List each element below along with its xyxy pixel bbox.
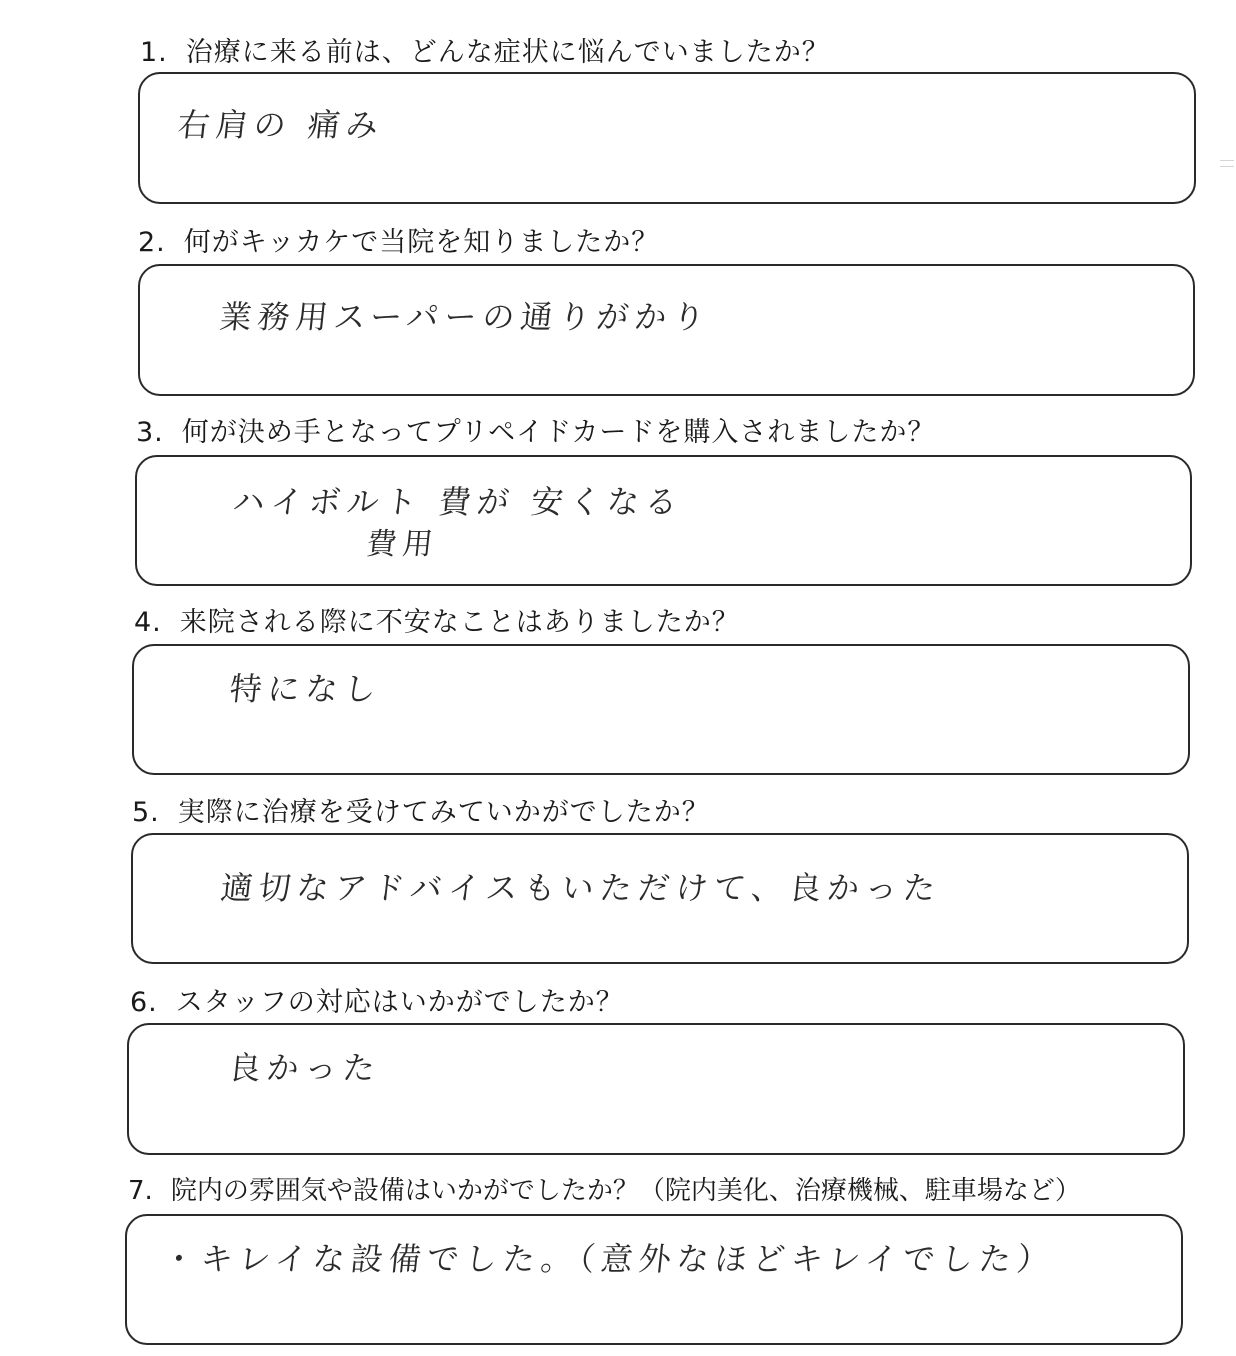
question-3-text: 何が決め手となってプリペイドカードを購入されましたか？: [181, 417, 936, 448]
question-6-number: 6.: [130, 987, 158, 1018]
question-6-text: スタッフの対応はいかがでしたか？: [175, 987, 624, 1018]
question-7-number: 7.: [128, 1176, 153, 1206]
question-1-label: [140, 30, 830, 69]
question-7-label: [128, 1170, 1081, 1207]
answer-3-line-2: 費用: [364, 527, 441, 562]
question-3-number: 3.: [136, 417, 164, 448]
scan-edge-mark: [1220, 160, 1234, 161]
answer-2-line-1: 業務用スーパーの通りがかり: [217, 298, 713, 336]
question-5-text: 実際に治療を受けてみていかがでしたか？: [177, 797, 710, 828]
answer-box-7: [125, 1214, 1183, 1345]
question-4-number: 4.: [134, 607, 162, 638]
answer-box-6: [127, 1023, 1185, 1155]
answer-4-line-1: 特になし: [227, 670, 384, 708]
answer-5-line-1: 適切なアドバイスもいただけて、良かった: [218, 869, 944, 907]
question-5-label: [132, 790, 710, 829]
question-2-text: 何がキッカケで当院を知りましたか？: [183, 227, 660, 258]
answer-7-line-1: ・キレイな設備でした。（意外なほどキレイでした）: [160, 1240, 1057, 1278]
answer-box-2: [138, 264, 1195, 396]
question-2-label: [138, 220, 659, 259]
answer-box-5: [131, 833, 1189, 964]
question-5-number: 5.: [132, 797, 160, 828]
question-4-label: [134, 600, 740, 639]
answer-box-3: [135, 455, 1192, 586]
answer-box-1: [138, 72, 1196, 204]
question-1-number: 1.: [140, 37, 168, 68]
answer-6-line-1: 良かった: [226, 1049, 383, 1087]
scan-edge-mark: [1220, 166, 1234, 167]
answer-1-line-1: 右肩の 痛み: [175, 106, 386, 144]
question-1-text: 治療に来る前は、どんな症状に悩んでいましたか？: [185, 37, 830, 68]
question-6-label: [130, 980, 624, 1019]
answer-3-line-1: ハイボルト 費が 安くなる: [230, 483, 686, 521]
question-4-text: 来院される際に不安なことはありましたか？: [179, 607, 740, 638]
question-3-label: [136, 410, 935, 449]
question-7-text: 院内の雰囲気や設備はいかがでしたか？（院内美化、治療機械、駐車場など）: [170, 1176, 1081, 1206]
question-2-number: 2.: [138, 227, 166, 258]
answer-box-4: [132, 644, 1190, 775]
